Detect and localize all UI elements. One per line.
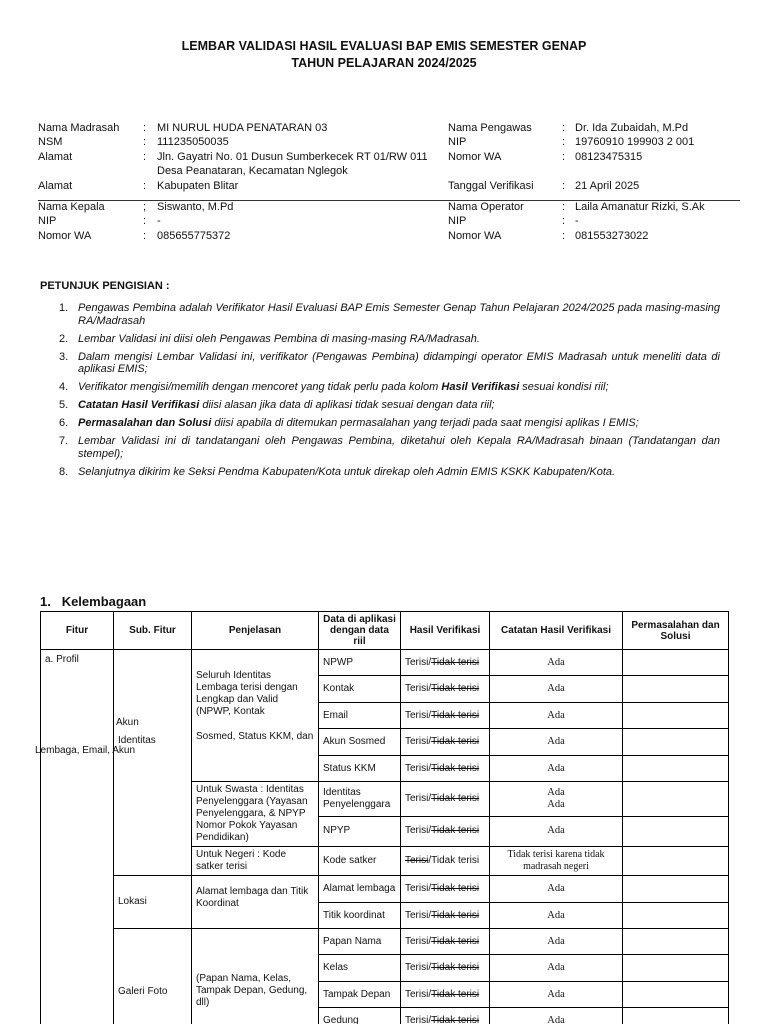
info-value: - <box>157 215 161 227</box>
catatan-text: Ada <box>547 736 565 747</box>
item-number: 4. <box>59 381 69 393</box>
hv-terisi: Terisi <box>405 962 429 973</box>
item-text: Dalam mengisi Lembar Validasi ini, verifikator (Pengawas Pembina) didampingi operator EMIS Madrasah untuk meneliti data di aplikasi EMIS; <box>78 350 720 375</box>
catatan-cell <box>490 982 623 1008</box>
data-cell: Status KKM <box>319 756 401 782</box>
permasalahan-cell <box>623 703 729 729</box>
data-cell: Alamat lembaga <box>319 876 401 903</box>
col-header: Permasalahan dan Solusi <box>623 612 729 650</box>
document-title: LEMBAR VALIDASI HASIL EVALUASI BAP EMIS SEMESTER GENAP <box>181 39 587 53</box>
list-item <box>56 351 720 376</box>
section-title <box>40 594 146 609</box>
info-colon: : <box>562 215 566 227</box>
catatan-cell <box>490 756 623 782</box>
hv-tidak: Tidak terisi <box>431 962 480 973</box>
item-number: 6. <box>59 417 69 429</box>
info-colon: : <box>562 122 566 134</box>
hasil-verifikasi-cell <box>401 703 490 729</box>
hv-tidak: Tidak terisi <box>431 762 480 774</box>
permasalahan-cell <box>623 650 729 676</box>
item-text: diisi alasan jika data di aplikasi tidak sesuai dengan data riil; <box>199 399 495 411</box>
info-colon: : <box>562 180 566 192</box>
hv-slash: / <box>428 988 432 1000</box>
permasalahan-cell <box>623 729 729 756</box>
info-label: NIP <box>448 136 467 148</box>
info-label: NSM <box>38 136 63 148</box>
info-colon: : <box>143 151 147 163</box>
hv-tidak: Tidak terisi <box>431 656 480 668</box>
hasil-verifikasi-cell <box>401 982 490 1008</box>
info-value: 19760910 199903 2 001 <box>575 136 695 148</box>
hv-slash: / <box>428 883 432 894</box>
table-row <box>41 876 729 903</box>
info-label: Nama Operator <box>448 201 524 213</box>
hasil-verifikasi-cell <box>401 650 490 676</box>
permasalahan-cell <box>623 816 729 846</box>
catatan-text: Ada <box>547 935 565 947</box>
permasalahan-cell <box>623 955 729 982</box>
hv-terisi: Terisi <box>405 825 429 837</box>
catatan-text: Ada <box>547 1015 565 1024</box>
catatan-cell <box>490 782 623 817</box>
permasalahan-cell <box>623 982 729 1008</box>
info-label: Nomor WA <box>38 230 92 242</box>
subfitur-cell: Galeri Foto <box>114 929 192 1024</box>
info-value: - <box>575 215 579 227</box>
data-cell: Papan Nama <box>319 929 401 955</box>
hv-slash: / <box>428 1015 432 1024</box>
subfitur-label: Akun <box>116 717 139 728</box>
catatan-cell <box>490 729 623 756</box>
hasil-verifikasi-cell <box>401 816 490 846</box>
col-header: Data di aplikasi dengan data riil <box>319 612 401 650</box>
data-cell: Kontak <box>319 676 401 703</box>
info-value: Jln. Gayatri No. 01 Dusun Sumberkecek RT 01/RW 011 <box>157 151 428 163</box>
data-cell: Kode satker <box>319 847 401 876</box>
hv-tidak: Tidak terisi <box>431 825 480 837</box>
data-cell: Identitas Penyelenggara <box>319 782 401 817</box>
catatan-text: Ada <box>547 656 565 668</box>
fitur-label-2: Lembaga, Email, Akun <box>35 745 136 756</box>
item-text: Selanjutnya dikirim ke Seksi Pendma Kabupaten/Kota untuk direkap oleh Admin EMIS KSKK Kabupaten/Kota. <box>78 465 616 478</box>
document-subtitle: TAHUN PELAJARAN 2024/2025 <box>291 56 477 70</box>
item-bold: Hasil Verifikasi <box>441 381 520 393</box>
info-left <box>0 0 768 260</box>
info-value: 08123475315 <box>575 151 643 163</box>
info-colon: : <box>143 180 147 192</box>
item-number: 8. <box>59 465 69 478</box>
catatan-text: Ada <box>547 709 565 721</box>
info-label: Nomor WA <box>448 151 502 163</box>
hv-slash: / <box>428 656 432 668</box>
section-number: 1. <box>40 594 51 609</box>
hv-terisi: Terisi <box>405 762 429 774</box>
hv-terisi: Terisi <box>405 736 429 747</box>
hasil-verifikasi-cell <box>401 782 490 817</box>
hasil-verifikasi-cell <box>401 847 490 876</box>
penjelasan-cell: (Papan Nama, Kelas, Tampak Depan, Gedung, dll) <box>192 929 319 1024</box>
permasalahan-cell <box>623 876 729 903</box>
data-cell: Kelas <box>319 955 401 982</box>
hv-slash: / <box>428 762 432 774</box>
list-item <box>56 399 720 412</box>
kelembagaan-table <box>35 611 729 1024</box>
info-colon: : <box>143 122 147 134</box>
catatan-text: Ada <box>547 683 565 694</box>
item-text: sesuai kondisi riil; <box>519 381 609 393</box>
catatan-cell <box>490 816 623 846</box>
data-cell: Akun Sosmed <box>319 729 401 756</box>
item-number: 2. <box>59 332 69 345</box>
info-label: NIP <box>38 215 57 227</box>
data-cell: Email <box>319 703 401 729</box>
hasil-verifikasi-cell <box>401 929 490 955</box>
list-item <box>56 435 720 460</box>
catatan-cell <box>490 650 623 676</box>
list-item <box>56 333 720 346</box>
section-label: Kelembagaan <box>61 594 147 609</box>
hv-tidak: Tidak terisi <box>431 1015 480 1024</box>
hasil-verifikasi-cell <box>401 676 490 703</box>
info-value: 21 April 2025 <box>575 180 640 192</box>
hasil-verifikasi-cell <box>401 876 490 903</box>
data-cell: Gedung <box>319 1008 401 1024</box>
info-colon: ; <box>143 201 147 213</box>
item-number: 3. <box>59 350 69 363</box>
hv-slash: / <box>428 825 432 837</box>
table-row <box>41 650 729 676</box>
info-colon: : <box>143 136 147 148</box>
item-text: Pengawas Pembina adalah Verifikator Hasil Evaluasi BAP Emis Semester Genap Tahun Pelajaran 2024/2025 pada masing-masing RA/Madrasah <box>78 302 720 327</box>
list-item <box>56 381 720 394</box>
hv-slash: / <box>428 736 432 747</box>
hasil-verifikasi-cell <box>401 729 490 756</box>
col-header: Penjelasan <box>192 612 319 650</box>
hasil-verifikasi-cell <box>401 955 490 982</box>
catatan-cell <box>490 703 623 729</box>
penjelasan-cell: Alamat lembaga dan Titik Koordinat <box>192 876 319 929</box>
permasalahan-cell <box>623 929 729 955</box>
permasalahan-cell <box>623 676 729 703</box>
info-colon: : <box>562 201 566 213</box>
info-value: Laila Amanatur Rizki, S.Ak <box>575 201 705 213</box>
info-value: Kabupaten Blitar <box>157 180 239 192</box>
info-label: Alamat <box>38 151 73 163</box>
hv-terisi: Terisi <box>405 988 429 1000</box>
hv-slash: / <box>428 709 432 721</box>
catatan-cell <box>490 676 623 703</box>
info-label: NIP <box>448 215 467 227</box>
hv-tidak: Tidak terisi <box>431 792 480 804</box>
info-label: Alamat <box>38 180 73 192</box>
hv-terisi: Terisi <box>405 683 429 694</box>
info-colon: : <box>143 230 147 242</box>
catatan-text-2: Ada <box>547 798 565 810</box>
hv-slash: / <box>428 962 432 973</box>
catatan-text: Tidak terisi karena tidak madrasah negeri <box>507 849 605 872</box>
info-value-line2: Desa Peanataran, Kecamatan Nglegok <box>157 165 348 177</box>
list-item <box>56 466 720 479</box>
hv-slash: / <box>428 935 432 947</box>
item-number: 5. <box>59 399 69 411</box>
item-text: Verifikator mengisi/memilih dengan mencoret yang tidak perlu pada kolom <box>78 381 442 393</box>
hasil-verifikasi-cell <box>401 903 490 929</box>
catatan-text: Ada <box>547 762 565 774</box>
data-cell: Tampak Depan <box>319 982 401 1008</box>
subfitur-cell <box>114 650 192 876</box>
hv-terisi: Terisi <box>405 792 429 804</box>
info-colon: : <box>562 230 566 242</box>
data-cell: Titik koordinat <box>319 903 401 929</box>
catatan-text: Ada <box>547 962 565 973</box>
col-header: Hasil Verifikasi <box>401 612 490 650</box>
data-cell: NPWP <box>319 650 401 676</box>
catatan-text: Ada <box>547 988 565 1000</box>
hv-terisi: Terisi <box>405 855 429 866</box>
info-label: Nama Madrasah <box>38 122 120 134</box>
permasalahan-cell <box>623 847 729 876</box>
hv-terisi: Terisi <box>405 883 429 894</box>
item-text: diisi apabila di ditemukan permasalahan yang terjadi pada saat mengisi aplikas I EMIS; <box>211 417 639 429</box>
catatan-text: Ada <box>547 883 565 894</box>
hv-terisi: Terisi <box>405 709 429 721</box>
info-value: 085655775372 <box>157 230 231 242</box>
info-value: 081553273022 <box>575 230 649 242</box>
hv-tidak: Tidak terisi <box>431 855 480 866</box>
info-value: MI NURUL HUDA PENATARAN 03 <box>157 122 328 134</box>
info-label: Tanggal Verifikasi <box>448 180 534 192</box>
hv-slash: / <box>428 855 432 866</box>
permasalahan-cell <box>623 1008 729 1024</box>
info-value: 111235050035 <box>157 136 229 148</box>
penjelasan-cell: Untuk Swasta : Identitas Penyelenggara (Yayasan Penyelenggara, & NPYP Nomor Pokok Yayasan Pendidikan) <box>192 782 319 847</box>
table-header-row <box>41 612 729 650</box>
data-cell: NPYP <box>319 816 401 846</box>
catatan-text: Ada <box>547 909 565 921</box>
hv-tidak: Tidak terisi <box>431 683 480 694</box>
hv-tidak: Tidak terisi <box>431 736 480 747</box>
hv-terisi: Terisi <box>405 656 429 668</box>
permasalahan-cell <box>623 903 729 929</box>
hv-tidak: Tidak terisi <box>431 935 480 947</box>
info-label: Nama Pengawas <box>448 122 532 134</box>
list-item <box>56 417 720 430</box>
catatan-text: Ada <box>547 825 565 837</box>
item-number: 7. <box>59 435 69 447</box>
hv-slash: / <box>428 683 432 694</box>
col-header: Catatan Hasil Verifikasi <box>490 612 623 650</box>
penjelasan-text: Seluruh Identitas Lembaga terisi dengan Lengkap dan Valid (NPWP, Kontak <box>196 670 298 717</box>
hv-slash: / <box>428 792 432 804</box>
petunjuk-list <box>56 302 720 484</box>
col-header: Fitur <box>41 612 114 650</box>
hv-tidak: Tidak terisi <box>431 909 480 921</box>
catatan-text: Ada <box>547 786 565 798</box>
catatan-cell <box>490 903 623 929</box>
penjelasan-text-2: Sosmed, Status KKM, dan <box>196 731 314 742</box>
info-value: Siswanto, M.Pd <box>157 201 234 213</box>
col-header: Sub. Fitur <box>114 612 192 650</box>
item-number: 1. <box>59 302 69 314</box>
hasil-verifikasi-cell <box>401 1008 490 1024</box>
catatan-cell <box>490 955 623 982</box>
hv-tidak: Tidak terisi <box>431 709 480 721</box>
catatan-cell <box>490 929 623 955</box>
permasalahan-cell <box>623 756 729 782</box>
item-bold: Catatan Hasil Verifikasi <box>78 399 200 411</box>
catatan-cell <box>490 876 623 903</box>
hv-tidak: Tidak terisi <box>431 988 480 1000</box>
subfitur-label-2: Identitas <box>118 735 156 746</box>
divider <box>38 200 740 201</box>
hv-terisi: Terisi <box>405 909 429 921</box>
hasil-verifikasi-cell <box>401 756 490 782</box>
info-colon: : <box>562 151 566 163</box>
table-row <box>41 929 729 955</box>
info-value: Dr. Ida Zubaidah, M.Pd <box>575 122 689 134</box>
list-item <box>56 302 720 327</box>
hv-terisi: Terisi <box>405 935 429 947</box>
penjelasan-cell <box>192 650 319 782</box>
penjelasan-cell: Untuk Negeri : Kode satker terisi <box>192 847 319 876</box>
hv-terisi: Terisi <box>405 1015 429 1024</box>
info-label: Nama Kepala <box>38 201 105 213</box>
permasalahan-cell <box>623 782 729 817</box>
info-label: Nomor WA <box>448 230 502 242</box>
hv-tidak: Tidak terisi <box>431 883 480 894</box>
petunjuk-heading: PETUNJUK PENGISIAN : <box>40 280 170 292</box>
item-text: Lembar Validasi ini diisi oleh Pengawas Pembina di masing-masing RA/Madrasah. <box>78 332 480 345</box>
subfitur-cell: Lokasi <box>114 876 192 929</box>
info-colon: : <box>143 215 147 227</box>
hv-slash: / <box>428 909 432 921</box>
info-colon: : <box>562 136 566 148</box>
fitur-label: a. Profil <box>45 654 79 665</box>
catatan-cell <box>490 1008 623 1024</box>
item-text: Lembar Validasi ini di tandatangani oleh Pengawas Pembina, diketahui oleh Kepala RA/Madrasah binaan (Tandatangan dan stempel); <box>78 435 720 460</box>
catatan-cell <box>490 847 623 876</box>
item-bold: Permasalahan dan Solusi <box>78 417 212 429</box>
